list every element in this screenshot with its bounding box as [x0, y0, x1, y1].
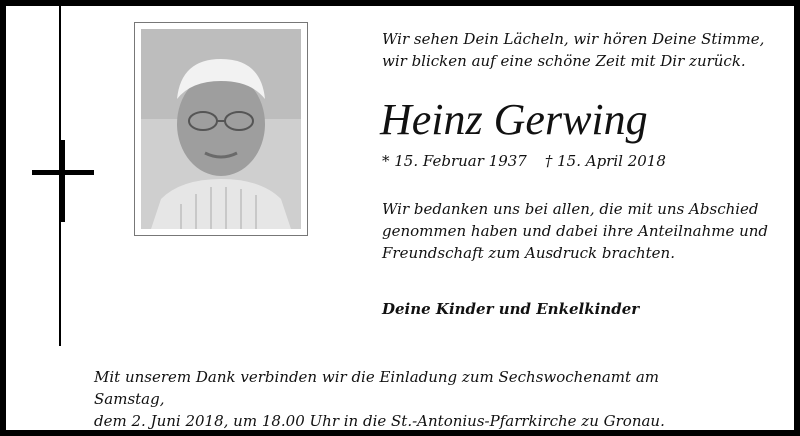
- portrait-photo: [141, 29, 301, 229]
- memorial-verse: [382, 28, 772, 72]
- invitation-line: Mit unserem Dank verbinden wir die Einladung zum Sechswochenamt am Samstag,: [94, 368, 659, 408]
- thanks-line: Freundschaft zum Ausdruck brachten.: [382, 244, 675, 262]
- cross-icon: [59, 140, 65, 222]
- invitation-text: [94, 366, 724, 432]
- portrait-illustration: [141, 29, 301, 229]
- family-signature: Deine Kinder und Enkelkinder: [382, 300, 640, 318]
- invitation-line: dem 2. Juni 2018, um 18.00 Uhr in die St.-Antonius-Pfarrkirche zu Gronau.: [94, 412, 665, 430]
- cross-icon-bar: [32, 170, 94, 175]
- verse-line: wir blicken auf eine schöne Zeit mit Dir zurück.: [382, 52, 746, 70]
- birth-date: * 15. Februar 1937: [382, 152, 527, 170]
- thanks-text: [382, 198, 770, 264]
- verse-line: Wir sehen Dein Lächeln, wir hören Deine Stimme,: [382, 30, 765, 48]
- death-date: † 15. April 2018: [544, 152, 666, 170]
- life-dates: [382, 150, 666, 172]
- thanks-line: Wir bedanken uns bei allen, die mit uns Abschied: [382, 200, 759, 218]
- portrait-frame: [134, 22, 308, 236]
- deceased-name: Heinz Gerwing: [380, 95, 648, 144]
- thanks-line: genommen haben und dabei ihre Anteilnahme und: [382, 222, 769, 240]
